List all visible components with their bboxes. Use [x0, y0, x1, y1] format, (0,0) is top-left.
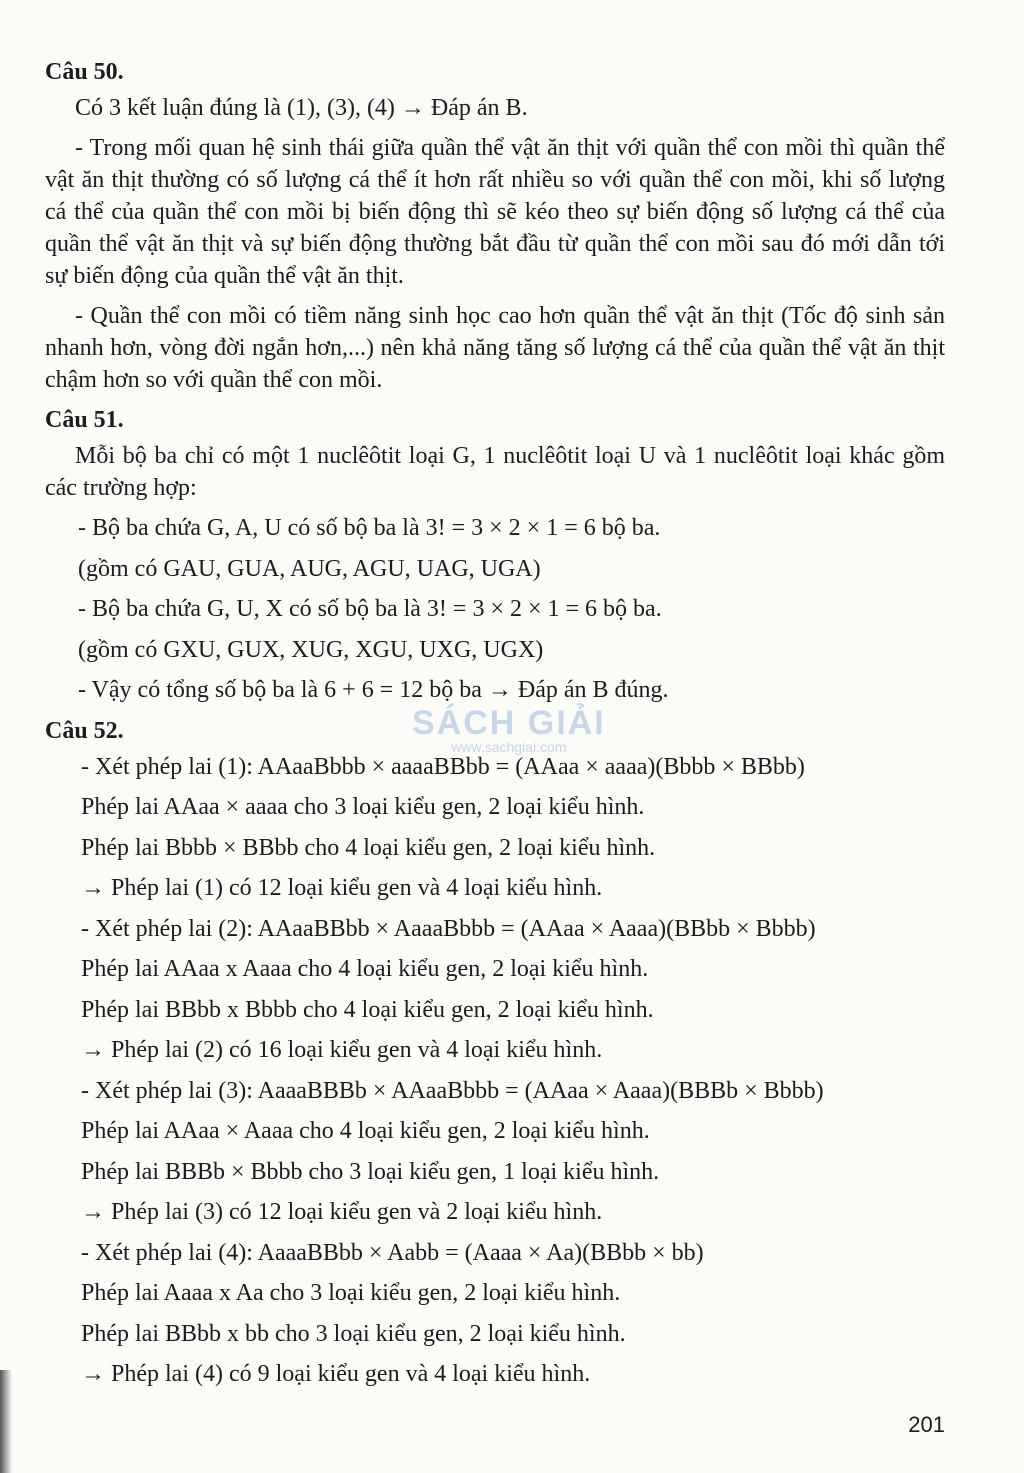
question-52-line: - Xét phép lai (3): AaaaBBBb × AAaaBbbb = (AAaa × Aaaa)(BBBb × Bbbb): [81, 1077, 824, 1104]
question-52-line: → Phép lai (3) có 12 loại kiểu gen và 2 loại kiểu hình.: [81, 1199, 603, 1225]
question-52-heading: Câu 52.: [45, 717, 124, 744]
question-52-line: Phép lai BBbb x bb cho 3 loại kiểu gen, 2 loại kiểu hình.: [81, 1320, 626, 1347]
question-52-line: Phép lai AAaa x Aaaa cho 4 loại kiểu gen, 2 loại kiểu hình.: [81, 956, 649, 982]
question-52-line: - Xét phép lai (2): AAaaBBbb × AaaaBbbb = (AAaa × Aaaa)(BBbb × Bbbb): [81, 915, 816, 942]
watermark-brand: SÁCH GIẢI: [412, 704, 606, 742]
question-50-paragraph-2: - Quần thể con mồi có tiềm năng sinh học cao hơn quần thể vật ăn thịt (Tốc độ sinh sản nhanh hơn, vòng đời ngắn hơn,...) nên khả năng tăng số lượng cá thể của quần thể vật ăn thịt chậm hơn so với quần thể con mồi.: [45, 303, 945, 393]
question-52-line: Phép lai Aaaa x Aa cho 3 loại kiểu gen, 2 loại kiểu hình.: [81, 1280, 621, 1306]
question-51-line: (gồm có GXU, GUX, XUG, XGU, UXG, UGX): [78, 636, 544, 663]
question-52-line: Phép lai Bbbb × BBbb cho 4 loại kiểu gen, 2 loại kiểu hình.: [81, 834, 656, 861]
question-50-heading: Câu 50.: [45, 59, 124, 85]
question-51-line: - Bộ ba chứa G, A, U có số bộ ba là 3! = 3 × 2 × 1 = 6 bộ ba.: [78, 515, 661, 541]
question-52-line: Phép lai BBBb × Bbbb cho 3 loại kiểu gen, 1 loại kiểu hình.: [81, 1158, 660, 1185]
question-51-line: - Vậy có tổng số bộ ba là 6 + 6 = 12 bộ ba → Đáp án B đúng.: [78, 677, 669, 703]
question-52-line: → Phép lai (1) có 12 loại kiểu gen và 4 loại kiểu hình.: [81, 875, 603, 901]
question-52-line: → Phép lai (4) có 9 loại kiểu gen và 4 loại kiểu hình.: [81, 1361, 591, 1387]
question-51-heading: Câu 51.: [45, 407, 124, 433]
question-52-line: Phép lai AAaa × aaaa cho 3 loại kiểu gen, 2 loại kiểu hình.: [81, 794, 645, 820]
page-number: 201: [908, 1412, 945, 1437]
question-50-answer: Có 3 kết luận đúng là (1), (3), (4) → Đáp án B.: [75, 95, 528, 121]
question-52-line: → Phép lai (2) có 16 loại kiểu gen và 4 loại kiểu hình.: [81, 1037, 603, 1063]
watermark: [412, 704, 606, 755]
question-51-line: (gồm có GAU, GUA, AUG, AGU, UAG, UGA): [78, 555, 541, 582]
question-51-intro: Mỗi bộ ba chỉ có một 1 nuclêôtit loại G, 1 nuclêôtit loại U và 1 nuclêôtit loại khác gồm các trường hợp:: [45, 443, 945, 501]
question-52-line: - Xét phép lai (4): AaaaBBbb × Aabb = (Aaaa × Aa)(BBbb × bb): [81, 1239, 704, 1266]
question-50-paragraph-1: - Trong mối quan hệ sinh thái giữa quần thể vật ăn thịt với quần thể con mồi thì quần thể vật ăn thịt thường có số lượng cá thể ít hơn rất nhiều so với quần thể con mồi, khi số lượng cá thể của quần thể con mồi bị biến động thì sẽ kéo theo sự biến động số lượng cá thể của quần thể vật ăn thịt và sự biến động thường bắt đầu từ quần thể con mồi sau đó mới dẫn tới sự biến động của quần thể vật ăn thịt.: [45, 135, 945, 289]
question-51-line: - Bộ ba chứa G, U, X có số bộ ba là 3! = 3 × 2 × 1 = 6 bộ ba.: [78, 596, 662, 622]
question-52-line: Phép lai BBbb x Bbbb cho 4 loại kiểu gen, 2 loại kiểu hình.: [81, 996, 654, 1023]
watermark-url: www.sachgiai.com: [451, 739, 567, 755]
question-52-line: Phép lai AAaa × Aaaa cho 4 loại kiểu gen, 2 loại kiểu hình.: [81, 1118, 650, 1144]
question-52-line: - Xét phép lai (1): AAaaBbbb × aaaaBBbb = (AAaa × aaaa)(Bbbb × BBbb): [81, 753, 805, 780]
page-edge-shadow: [0, 1370, 12, 1473]
